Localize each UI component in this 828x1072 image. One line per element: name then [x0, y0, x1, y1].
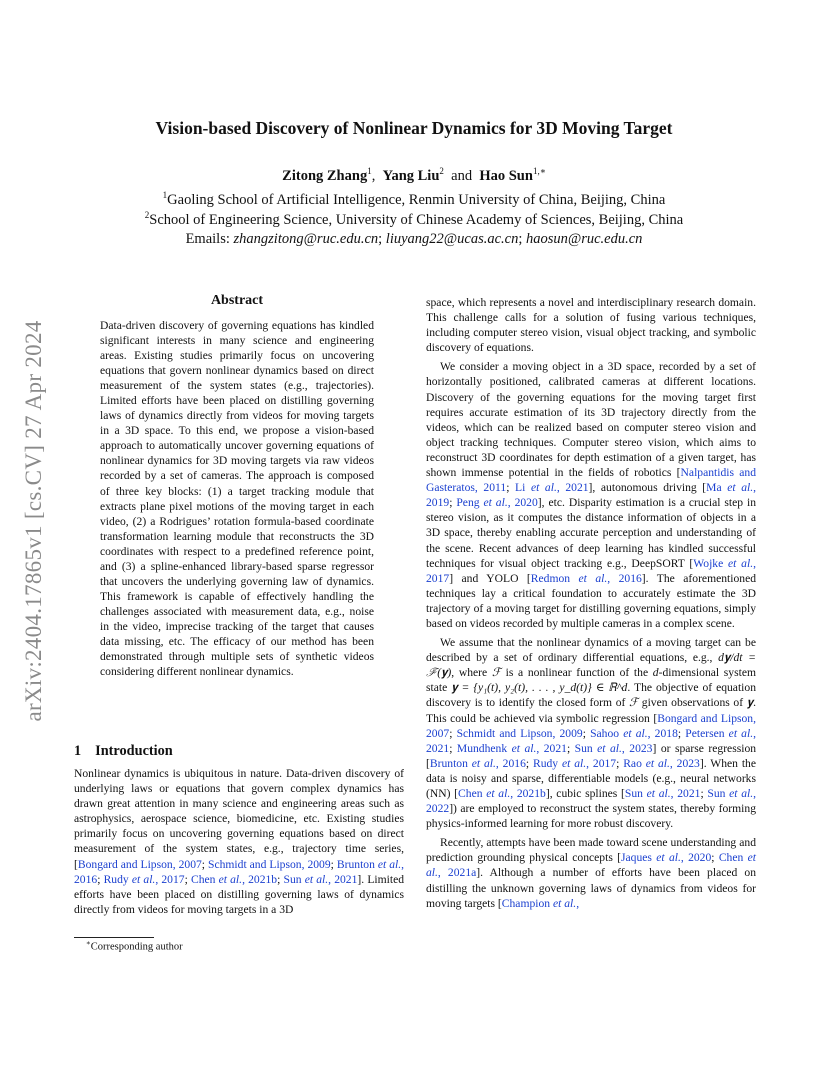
- citation-year: , 2017: [155, 872, 185, 886]
- citation-author: Brunton: [336, 857, 378, 871]
- citation-year: , 2021: [426, 726, 757, 755]
- citation-etal: et al.: [578, 571, 608, 585]
- citation-link[interactable]: [430, 757, 526, 770]
- body-text: ;: [201, 857, 209, 871]
- citation-link[interactable]: [533, 757, 616, 770]
- citation-year: , 2021: [556, 481, 589, 495]
- citation-link[interactable]: Nalpantidis and Gasteratos, 2011: [426, 466, 756, 495]
- body-text: ;: [449, 726, 457, 740]
- citation-author: Redmon: [530, 571, 579, 585]
- footnote-mark: ∗: [86, 939, 91, 947]
- citation-etal: et al.: [729, 787, 754, 800]
- citation-etal: et al.: [728, 726, 754, 740]
- citation-author: Wojke: [693, 556, 729, 570]
- citation-link[interactable]: [284, 873, 358, 886]
- citation-link[interactable]: Schmidt and Lipson, 2009: [208, 857, 331, 871]
- body-text: ]) are employed to reconstruct the system states, thereby forming physics-informed learning for more robust discovery.: [426, 802, 756, 831]
- citation-etal: et al.: [486, 787, 511, 800]
- citation-etal: et al.: [623, 726, 648, 740]
- abstract-body: Data-driven discovery of governing equations has kindled significant interests in many science and engineering areas. Existing studies primarily focus on uncovering equations that govern nonlinear dynamics based on direct measurement of the system states (e.g., trajectories). Limited efforts have been placed on distilling governing laws of dynamics directly from videos for moving targets in a 3D space. To this end, we propose a vision-based approach to automatically uncover governing equations of nonlinear dynamics for 3D moving targets via raw videos recorded by a set of cameras. The approach is composed of three key blocks: (1) a target tracking module that extracts plane pixel motions of the moving target in each video, (2) a Rodrigues’ rotation formula-based coordinate transformation learning module that reconstructs the 3D coordinates with respect to a predefined reference point, and (3) a spline-enhanced library-based sparse regressor that uncovers the underlying governing law of dynamics. This framework is capable of effectively handling the challenges associated with measurement data, e.g., noise in the video, imprecise tracking of the target that causes data missing, etc. The efficacy of our method has been demonstrated through multiple sets of synthetic videos considering different nonlinear dynamics.: [100, 319, 374, 679]
- math-symbol: ℱ: [491, 666, 501, 680]
- citation-link[interactable]: [625, 787, 701, 800]
- author-affil-mark: 1: [367, 166, 372, 176]
- citation-year: , 2016: [607, 571, 642, 585]
- citation-year: , 2016: [495, 756, 526, 770]
- author-list: [60, 166, 768, 185]
- citation-etal: et al.: [645, 756, 670, 770]
- body-text: . The objective of equation discovery is to identify the closed form of: [426, 681, 756, 710]
- citation-year: , 2020: [680, 851, 712, 865]
- citation-link[interactable]: [191, 873, 277, 886]
- email-separator: ;: [378, 231, 383, 247]
- citation-link[interactable]: [502, 897, 579, 910]
- body-paragraph: [426, 835, 756, 910]
- footnote-rule: [74, 937, 154, 938]
- body-text: ], cubic splines [: [545, 787, 625, 800]
- email-separator: ;: [518, 231, 523, 247]
- citation-etal: et al.: [511, 741, 537, 755]
- citation-year: , 2021b: [242, 872, 278, 886]
- citation-link[interactable]: [590, 727, 678, 740]
- body-text: , where: [451, 666, 492, 680]
- arxiv-sidebar-stamp: [18, 286, 50, 756]
- affiliation-2: [60, 210, 768, 229]
- citation-etal: et al.: [727, 481, 754, 495]
- citation-link[interactable]: [575, 742, 653, 755]
- body-text: ] or sparse regression [: [426, 741, 757, 770]
- section-title: Introduction: [95, 743, 173, 759]
- citation-author: Mundhenk: [456, 741, 512, 755]
- body-text: ;: [506, 481, 516, 495]
- body-text: ;: [330, 857, 337, 871]
- body-text: ;: [277, 872, 284, 886]
- body-paragraph: space, which represents a novel and interdisciplinary research domain. This challenge calls for a solution of fusing various techniques, including computer stereo vision, visual object tracking, and symbolic discovery of equations.: [426, 296, 756, 355]
- body-text: ], etc. Disparity estimation is a crucial step in stereo vision, as it computes the distance information of objects in a 3D space, thereby enabling accurate perception and understanding of the scene. Recent advances of deep learning has kindled successful techniques for visual object tracking e.g., DeepSORT [: [426, 496, 757, 570]
- body-paragraph: [426, 635, 756, 831]
- email-link[interactable]: liuyang22@ucas.ac.cn: [385, 231, 519, 247]
- citation-year: , 2022: [426, 787, 757, 816]
- section-heading-introduction: [74, 743, 404, 760]
- paper-title: Vision-based Discovery of Nonlinear Dynamics for 3D Moving Target: [155, 118, 673, 138]
- citation-link[interactable]: Bongard and Lipson, 2007: [426, 711, 756, 740]
- citation-author: Li: [515, 481, 531, 495]
- citation-etal: et al.: [597, 741, 622, 755]
- citation-year: , 2021: [670, 787, 701, 800]
- citation-etal: et al.: [530, 481, 557, 495]
- citation-author: Chen: [718, 851, 748, 865]
- citation-link[interactable]: [457, 742, 567, 755]
- citation-year: , 2017: [586, 756, 617, 770]
- citation-etal: et al.: [553, 896, 577, 910]
- body-text: ;: [566, 741, 575, 755]
- body-text: ]. Although a number of efforts have been placed on distilling the unknown governing laws of dynamics from videos for moving targets [: [426, 866, 756, 910]
- introduction-paragraph-1: [74, 766, 404, 917]
- citation-etal: et al.: [471, 756, 496, 770]
- citation-author: Ma: [706, 481, 728, 495]
- body-text: ;: [97, 872, 104, 886]
- math-symbol: d: [652, 666, 659, 680]
- citation-year: , 2017: [426, 556, 757, 585]
- citation-etal: et al.: [728, 556, 754, 570]
- citation-author: Petersen: [685, 726, 729, 740]
- citation-etal: et al.: [656, 851, 681, 865]
- body-text: ] and YOLO [: [449, 571, 531, 585]
- citation-author: Rudy: [103, 872, 132, 886]
- body-text: ;: [677, 726, 686, 740]
- body-text: ;: [449, 496, 457, 510]
- body-text: ]. Limited efforts have been placed on distilling governing laws of dynamics directly from videos for moving targets in a 3D: [74, 872, 405, 916]
- author-name: Yang Liu: [382, 167, 440, 184]
- citation-year: , 2018: [647, 726, 678, 740]
- citation-author: Sahoo: [590, 726, 624, 740]
- citation-etal: et al.: [131, 872, 156, 886]
- body-text: is a nonlinear function of the: [500, 666, 653, 680]
- citation-year: , 2021b: [510, 787, 546, 800]
- citation-year: , 2016: [74, 857, 405, 886]
- citation-link[interactable]: Schmidt and Lipson, 2009: [456, 726, 583, 740]
- author-name: Hao Sun: [479, 167, 533, 184]
- citation-author: Chen: [190, 872, 219, 886]
- author-separator: ,: [371, 167, 376, 184]
- body-text: ;: [711, 851, 719, 865]
- email-line: [60, 231, 768, 248]
- citation-year: , 2021: [328, 872, 358, 886]
- citation-author: Rudy: [532, 756, 562, 770]
- citation-etal: et al.: [483, 496, 508, 510]
- body-text: -dimensional system state: [426, 666, 756, 695]
- citation-author: Rao: [623, 756, 646, 770]
- body-text: ;: [525, 756, 533, 770]
- citation-link[interactable]: [458, 787, 546, 800]
- body-text: ;: [700, 787, 708, 800]
- citation-year: , 2020: [507, 496, 538, 510]
- citation-link[interactable]: [515, 481, 589, 494]
- email-link[interactable]: zhangzitong@ruc.edu.cn: [233, 231, 379, 247]
- citation-link[interactable]: [621, 851, 711, 864]
- citation-year: ,: [576, 896, 580, 910]
- body-text: . This could be achieved via symbolic regression [: [426, 696, 756, 725]
- citation-year: , 2021a: [437, 866, 477, 880]
- affil-text: School of Engineering Science, University of Chinese Academy of Sciences, Beijing, China: [149, 211, 684, 228]
- citation-etal: et al.: [646, 787, 671, 800]
- body-text: ;: [184, 872, 191, 886]
- body-text: ;: [616, 756, 624, 770]
- citation-author: Sun: [574, 741, 598, 755]
- affil-text: Gaoling School of Artificial Intelligence, Renmin University of China, Beijing, China: [167, 191, 666, 208]
- citation-year: , 2019: [426, 481, 757, 510]
- math-symbol: 𝐲: [746, 696, 754, 710]
- author-conjunction: and: [451, 167, 473, 184]
- citation-author: Chen: [458, 787, 487, 800]
- affil-mark: 1: [162, 190, 168, 200]
- math-symbol: ℱ: [629, 696, 639, 710]
- body-text: We consider a moving object in a 3D space, recorded by a set of horizontally positioned, calibrated cameras at different locations. Discovery of the governing equations for the moving target first requires accurate estimation of its 3D trajectory directly from the videos, which can be realized based on computer stereo vision and object tracking techniques. Computer stereo vision, which aims to reconstruct 3D coordinates for depth estimation of a given target, has shown immense potential in the fields of robotics [: [426, 360, 756, 480]
- citation-author: Sun: [707, 787, 730, 800]
- math-expression: d𝐲/dt = ℱ(𝐲): [426, 651, 757, 680]
- citation-link[interactable]: Bongard and Lipson, 2007: [77, 857, 202, 871]
- citation-etal: et al.: [561, 756, 587, 770]
- citation-link[interactable]: [104, 873, 185, 886]
- citation-link[interactable]: [456, 496, 537, 509]
- citation-etal: et al.: [304, 872, 329, 886]
- citation-author: Brunton: [429, 756, 472, 770]
- citation-author: Peng: [456, 496, 484, 510]
- citation-author: Sun: [624, 787, 647, 800]
- footnote: [86, 939, 183, 953]
- section-number: 1: [74, 743, 82, 759]
- author-affil-mark: 2: [439, 166, 444, 176]
- citation-year: , 2023: [621, 741, 653, 755]
- arxiv-id-label[interactable]: arXiv:2404.17865v1 [cs.CV] 27 Apr 2024: [21, 320, 46, 722]
- citation-etal: et al.: [426, 851, 756, 880]
- citation-year: , 2023: [669, 756, 700, 770]
- body-text: ], autonomous driving [: [588, 481, 707, 495]
- body-text: given observations of: [638, 696, 747, 710]
- body-text: ]. The aforementioned techniques lay a critical foundation to accurately estimate the 3D trajectory of a moving target for distilling governing equations, simply based on videos recorded by multiple cameras in a complex scene.: [426, 571, 757, 630]
- email-link[interactable]: haosun@ruc.edu.cn: [526, 231, 643, 247]
- body-text: ;: [582, 726, 591, 740]
- author-affil-mark: 1,∗: [532, 166, 546, 176]
- abstract-heading: Abstract: [210, 293, 264, 308]
- affiliation-1: [60, 190, 768, 209]
- citation-author: Sun: [283, 872, 305, 886]
- affil-mark: 2: [144, 210, 150, 220]
- body-text: ]. When the data is noisy and sparse, differentiable models (e.g., neural networks (NN) [: [426, 756, 756, 800]
- author-name: Zitong Zhang: [282, 167, 368, 184]
- body-text: Recently, attempts have been made toward scene understanding and prediction grounding physical concepts [: [426, 836, 756, 865]
- citation-link[interactable]: [531, 572, 642, 585]
- citation-link[interactable]: [623, 757, 700, 770]
- citation-etal: et al.: [218, 872, 243, 886]
- citation-author: Jaques: [621, 851, 657, 865]
- math-expression: 𝐲 = {y₁(t), y₂(t), . . . , y_d(t)} ∈ ℝ^d: [451, 681, 628, 695]
- citation-year: , 2021: [536, 741, 567, 755]
- citation-etal: et al.: [377, 857, 402, 871]
- body-text: We assume that the nonlinear dynamics of a moving target can be described by a set of ordinary differential equations, e.g.,: [426, 636, 756, 665]
- body-text: Nonlinear dynamics is ubiquitous in nature. Data-driven discovery of underlying laws or equations that govern complex dynamics has drawn great attention in many science and engineering areas such as astrophysics, aerospace science, biomedicine, etc. Existing studies primarily focus on uncovering governing equations based on direct measurement of the system states, e.g., trajectory time series, [: [74, 767, 404, 871]
- right-column: [426, 295, 756, 911]
- citation-author: Champion: [501, 896, 553, 910]
- emails-label: Emails:: [185, 231, 230, 247]
- body-text: ;: [449, 741, 457, 755]
- body-paragraph: [426, 359, 756, 631]
- footnote-text: Corresponding author: [90, 941, 183, 953]
